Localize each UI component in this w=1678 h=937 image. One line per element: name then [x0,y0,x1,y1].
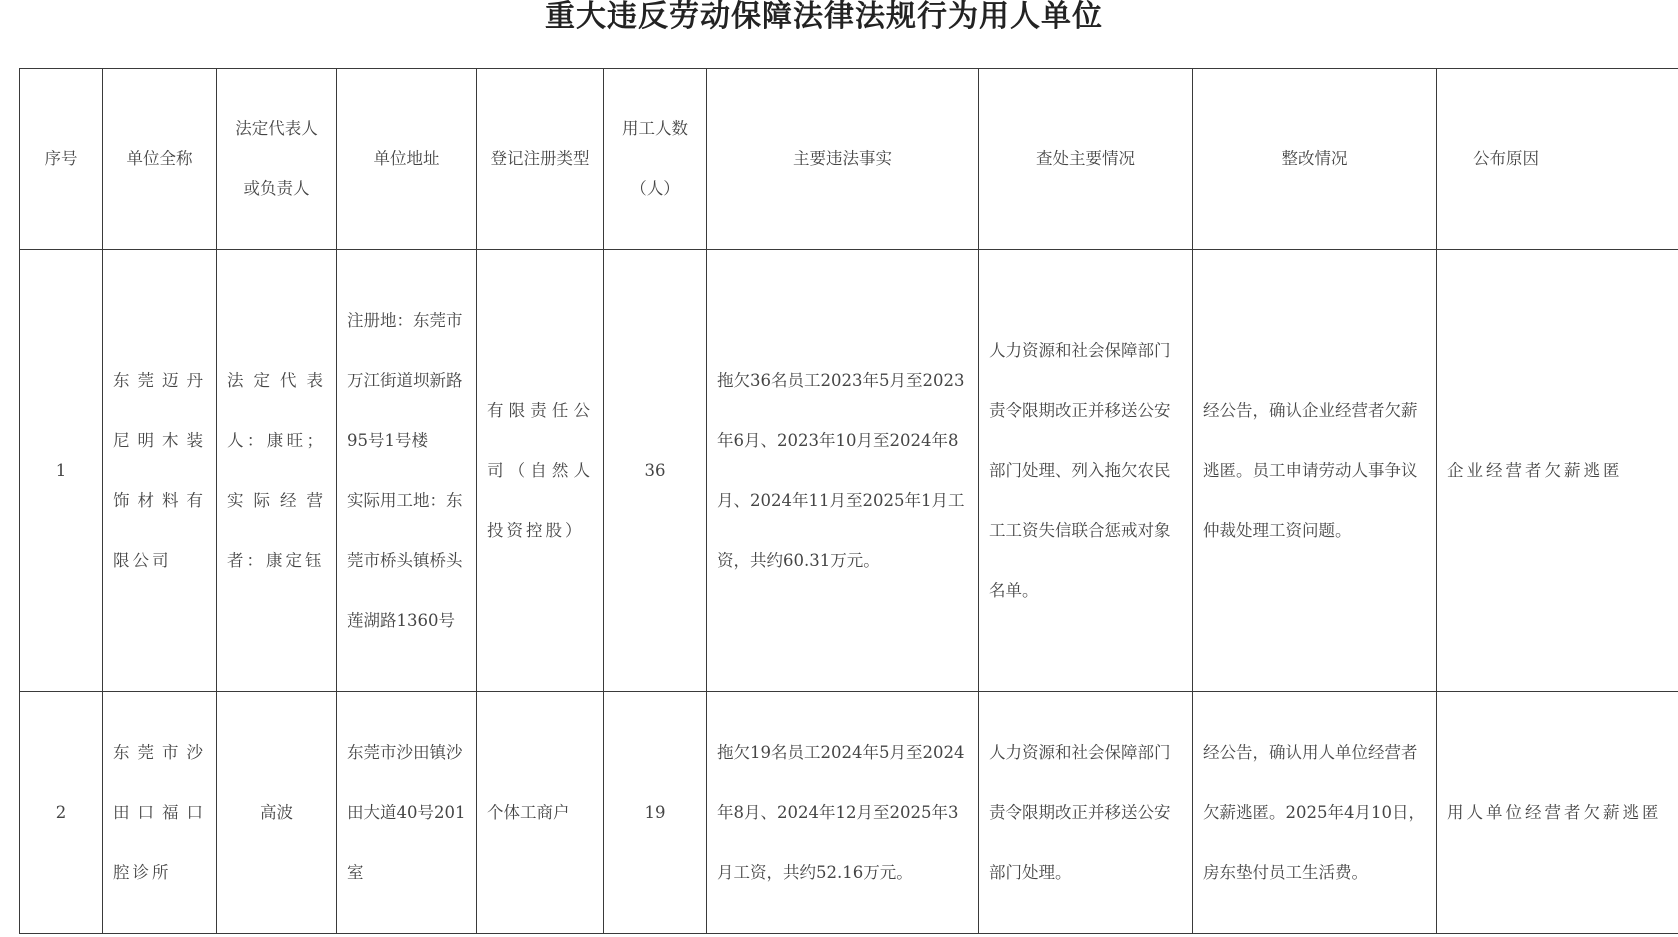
row-handling: 人力资源和社会保障部门责令限期改正并移送公安部门处理。 [979,692,1193,934]
row-workers: 19 [604,692,707,934]
row-address-registered: 注册地：东莞市万江街道坝新路95号1号楼 [347,310,463,450]
header-reg-type: 登记注册类型 [477,69,604,250]
header-workers-line1: 用工人数 [622,119,688,138]
row-address: 东莞市沙田镇沙田大道40号201室 [337,692,477,934]
table-header-row [20,69,1678,250]
row-rectification: 经公告，确认用人单位经营者欠薪逃匿。2025年4月10日，房东垫付员工生活费。 [1193,692,1437,934]
row-address [337,250,477,692]
row-facts: 拖欠19名员工2024年5月至2024年8月、2024年12月至2025年3月工资，共约52.16万元。 [707,692,979,934]
header-rep [217,69,337,250]
table-row [20,250,1678,692]
row-handling: 人力资源和社会保障部门责令限期改正并移送公安部门处理、列入拖欠农民工工资失信联合惩戒对象名单。 [979,250,1193,692]
header-address: 单位地址 [337,69,477,250]
header-rep-line1: 法定代表人 [235,119,318,138]
header-name: 单位全称 [103,69,217,250]
row-name: 东莞迈丹尼明木装饰材料有限公司 [103,250,217,692]
header-reason: 公布原因 [1437,69,1678,250]
header-facts: 主要违法事实 [707,69,979,250]
header-seq: 序号 [20,69,103,250]
header-workers-line2: （人） [630,179,680,198]
header-rectification: 整改情况 [1193,69,1437,250]
row-reason: 企业经营者欠薪逃匿 [1437,250,1678,692]
row-reg-type: 有限责任公司（自然人投资控股） [477,250,604,692]
row-rectification: 经公告，确认企业经营者欠薪逃匿。员工申请劳动人事争议仲裁处理工资问题。 [1193,250,1437,692]
row-address-actual: 实际用工地：东莞市桥头镇桥头莲湖路1360号 [347,490,463,630]
row-reg-type: 个体工商户 [477,692,604,934]
row-seq: 1 [20,250,103,692]
row-seq: 2 [20,692,103,934]
row-rep: 高波 [217,692,337,934]
header-rep-line2: 或负责人 [243,179,310,198]
row-rep: 法定代表人：康旺；实际经营者：康定钰 [217,250,337,692]
row-facts: 拖欠36名员工2023年5月至2023年6月、2023年10月至2024年8月、2024年11月至2025年1月工资，共约60.31万元。 [707,250,979,692]
header-handling: 查处主要情况 [979,69,1193,250]
header-workers [604,69,707,250]
table-row [20,692,1678,934]
page-title: 重大违反劳动保障法律法规行为用人单位 [545,0,1103,34]
row-reason: 用人单位经营者欠薪逃匿 [1437,692,1678,934]
row-name: 东莞市沙田口福口腔诊所 [103,692,217,934]
violations-table [19,68,1678,934]
row-workers: 36 [604,250,707,692]
